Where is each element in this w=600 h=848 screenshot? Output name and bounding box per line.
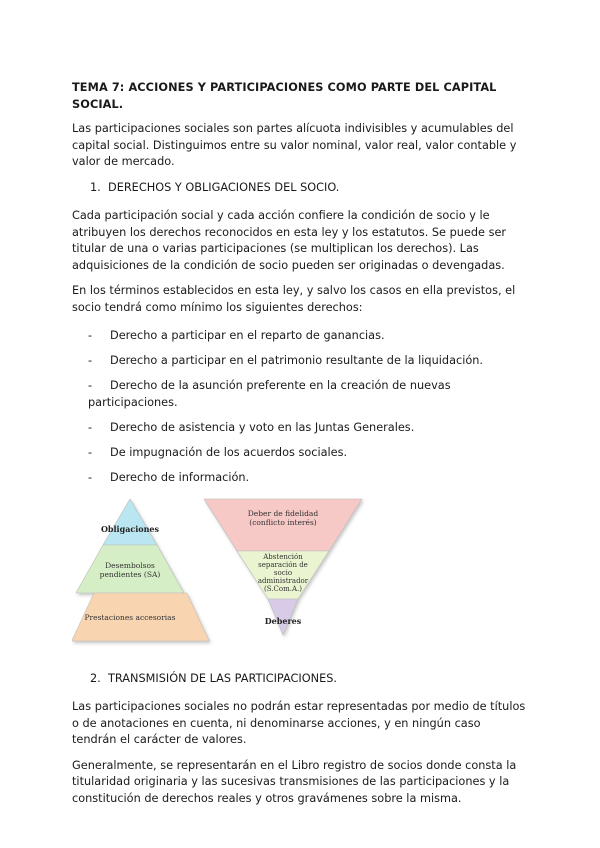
list-item: - Derecho de información. bbox=[88, 470, 250, 484]
list-item: - Derecho a participar en el patrimonio resultante de la liquidación. bbox=[88, 354, 484, 367]
section1-paragraph2: En los términos establecidos en esta ley, y salvo los casos en ella previstos, el socio tendrá como mínimo los siguientes derechos: bbox=[72, 284, 516, 314]
obligations-diagram bbox=[72, 495, 528, 659]
document-title: TEMA 7: ACCIONES Y PARTICIPACIONES COMO PARTE DEL CAPITAL SOCIAL. bbox=[72, 81, 497, 111]
list-item: - Derecho de asistencia y voto en las Juntas Generales. bbox=[88, 420, 415, 434]
section1-number: 1. bbox=[90, 180, 101, 194]
inverted-middle-label: Abstención separación de socio administrador (S.Com.A.) bbox=[257, 552, 309, 593]
rights-list bbox=[88, 328, 528, 486]
inverted-bottom-label: Deberes bbox=[264, 615, 302, 626]
inverted-top-label: Deber de fidelidad (conflicto interés) bbox=[247, 508, 319, 527]
pyramid-middle-label: Desembolsos pendientes (SA) bbox=[99, 560, 161, 579]
list-item: - Derecho de la asunción preferente en la creación de nuevas participaciones. bbox=[88, 379, 451, 409]
section2-paragraph2: Generalmente, se representarán en el Libro registro de socios donde consta la titularidad originaria y las sucesivas transmisiones de las participaciones y la constitución de derechos reales y otros gravámenes sobre la misma. bbox=[72, 758, 517, 805]
section1-paragraph1: Cada participación social y cada acción confiere la condición de socio y le atribuyen los derechos reconocidos en esta ley y los estatutos. Se puede ser titular de una o varias participaciones (se multiplican los derechos). Las adquisiciones de la condición de socio pueden ser originadas o devengadas. bbox=[72, 209, 507, 272]
document-page bbox=[72, 80, 528, 816]
list-item: - De impugnación de los acuerdos sociales. bbox=[88, 445, 348, 459]
section2-paragraph1: Las participaciones sociales no podrán estar representadas por medio de títulos o de anotaciones en cuenta, ni denominarse acciones, y en ningún caso tendrán el carácter de valores. bbox=[72, 700, 526, 746]
section1-heading-text: DERECHOS Y OBLIGACIONES DEL SOCIO. bbox=[108, 180, 340, 194]
intro-paragraph: Las participaciones sociales son partes alícuota indivisibles y acumulables del capital social. Distinguimos entre su valor nominal, valor real, valor contable y valor de mercado. bbox=[72, 122, 517, 168]
section2-heading bbox=[90, 671, 528, 688]
list-item: - Derecho a participar en el reparto de ganancias. bbox=[88, 329, 385, 342]
pyramid-top-layer bbox=[103, 499, 157, 545]
section2-number: 2. bbox=[90, 671, 101, 685]
pyramid-top-label: Obligaciones bbox=[100, 523, 160, 534]
section1-heading bbox=[90, 180, 528, 197]
pyramid-bottom-label: Prestaciones accesorias bbox=[84, 612, 176, 622]
section2-heading-text: TRANSMISIÓN DE LAS PARTICIPACIONES. bbox=[108, 671, 338, 685]
